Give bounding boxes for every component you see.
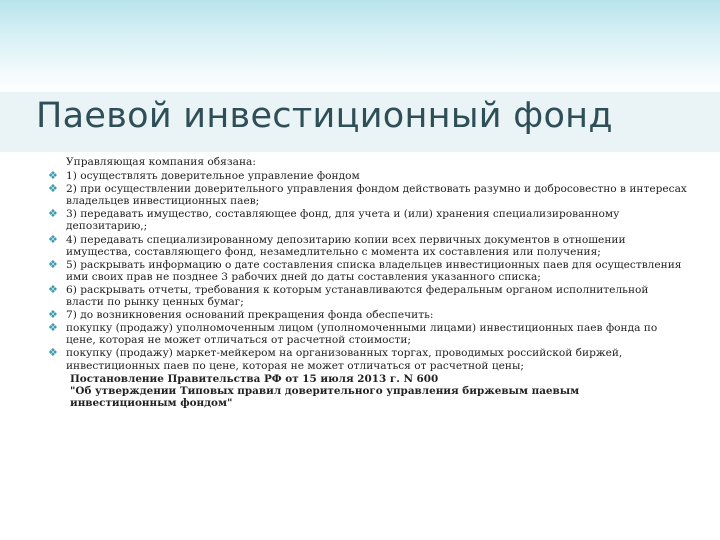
slide-title: Паевой инвестиционный фонд — [36, 96, 613, 136]
list-item — [48, 284, 688, 308]
list-item — [48, 234, 688, 258]
list-item-text: покупку (продажу) уполномоченным лицом (уполномоченными лицами) инвестиционных паев фонда по цене, которая не может отличаться от расчетной стоимости; — [66, 322, 658, 347]
header-gradient-band — [0, 0, 720, 92]
decree-subtitle: "Об утверждении Типовых правил доверительного управления биржевым паевым инвестиционным фондом" — [70, 384, 580, 409]
diamond-bullet-icon: ❖ — [48, 346, 58, 360]
list-item-text: 3) передавать имущество, составляющее фонд, для учета и (или) хранения специализированному депозитарию,; — [66, 208, 620, 233]
list-item-text: 4) передавать специализированному депозитарию копии всех первичных документов в отношении имущества, составляющего фонд, незамедлительно с момента их составления или получения; — [66, 233, 626, 258]
diamond-bullet-icon: ❖ — [48, 257, 58, 271]
decree-title: Постановление Правительства РФ от 15 июля 2013 г. N 600 — [70, 372, 439, 385]
list-item — [48, 347, 688, 371]
list-item — [48, 208, 688, 232]
diamond-bullet-icon: ❖ — [48, 169, 58, 183]
list-item — [48, 309, 688, 321]
list-item-text: 5) раскрывать информацию о дате составления списка владельцев инвестиционных паев для осуществления ими своих прав не позднее 3 рабочих дней до даты составления указанного списка; — [66, 258, 682, 283]
list-item — [48, 259, 688, 283]
list-item — [48, 170, 688, 182]
list-item-text: покупку (продажу) маркет-мейкером на организованных торгах, проводимых российской биржей, инвестиционных паев по цене, которая не может отличаться от расчетной цены; — [66, 347, 623, 372]
footer-citation — [48, 373, 688, 409]
diamond-bullet-icon: ❖ — [48, 282, 58, 296]
list-item — [48, 183, 688, 207]
slide-content — [48, 156, 688, 409]
list-item-text: 1) осуществлять доверительное управление фондом — [66, 170, 360, 183]
list-item — [48, 322, 688, 346]
list-item-text: 6) раскрывать отчеты, требования к которым устанавливаются федеральным органом исполнительной власти по рынку ценных бумаг; — [66, 283, 649, 309]
diamond-bullet-icon: ❖ — [48, 321, 58, 335]
list-item-text: 2) при осуществлении доверительного управления фондом действовать разумно и добросовестно в интересах владельцев инвестиционных паев; — [66, 183, 687, 208]
intro-text: Управляющая компания обязана: — [66, 156, 256, 168]
list-item-text: 7) до возникновения оснований прекращения фонда обеспечить: — [66, 309, 434, 322]
diamond-bullet-icon: ❖ — [48, 182, 58, 196]
diamond-bullet-icon: ❖ — [48, 207, 58, 221]
diamond-bullet-icon: ❖ — [48, 308, 58, 322]
diamond-bullet-icon: ❖ — [48, 232, 58, 246]
